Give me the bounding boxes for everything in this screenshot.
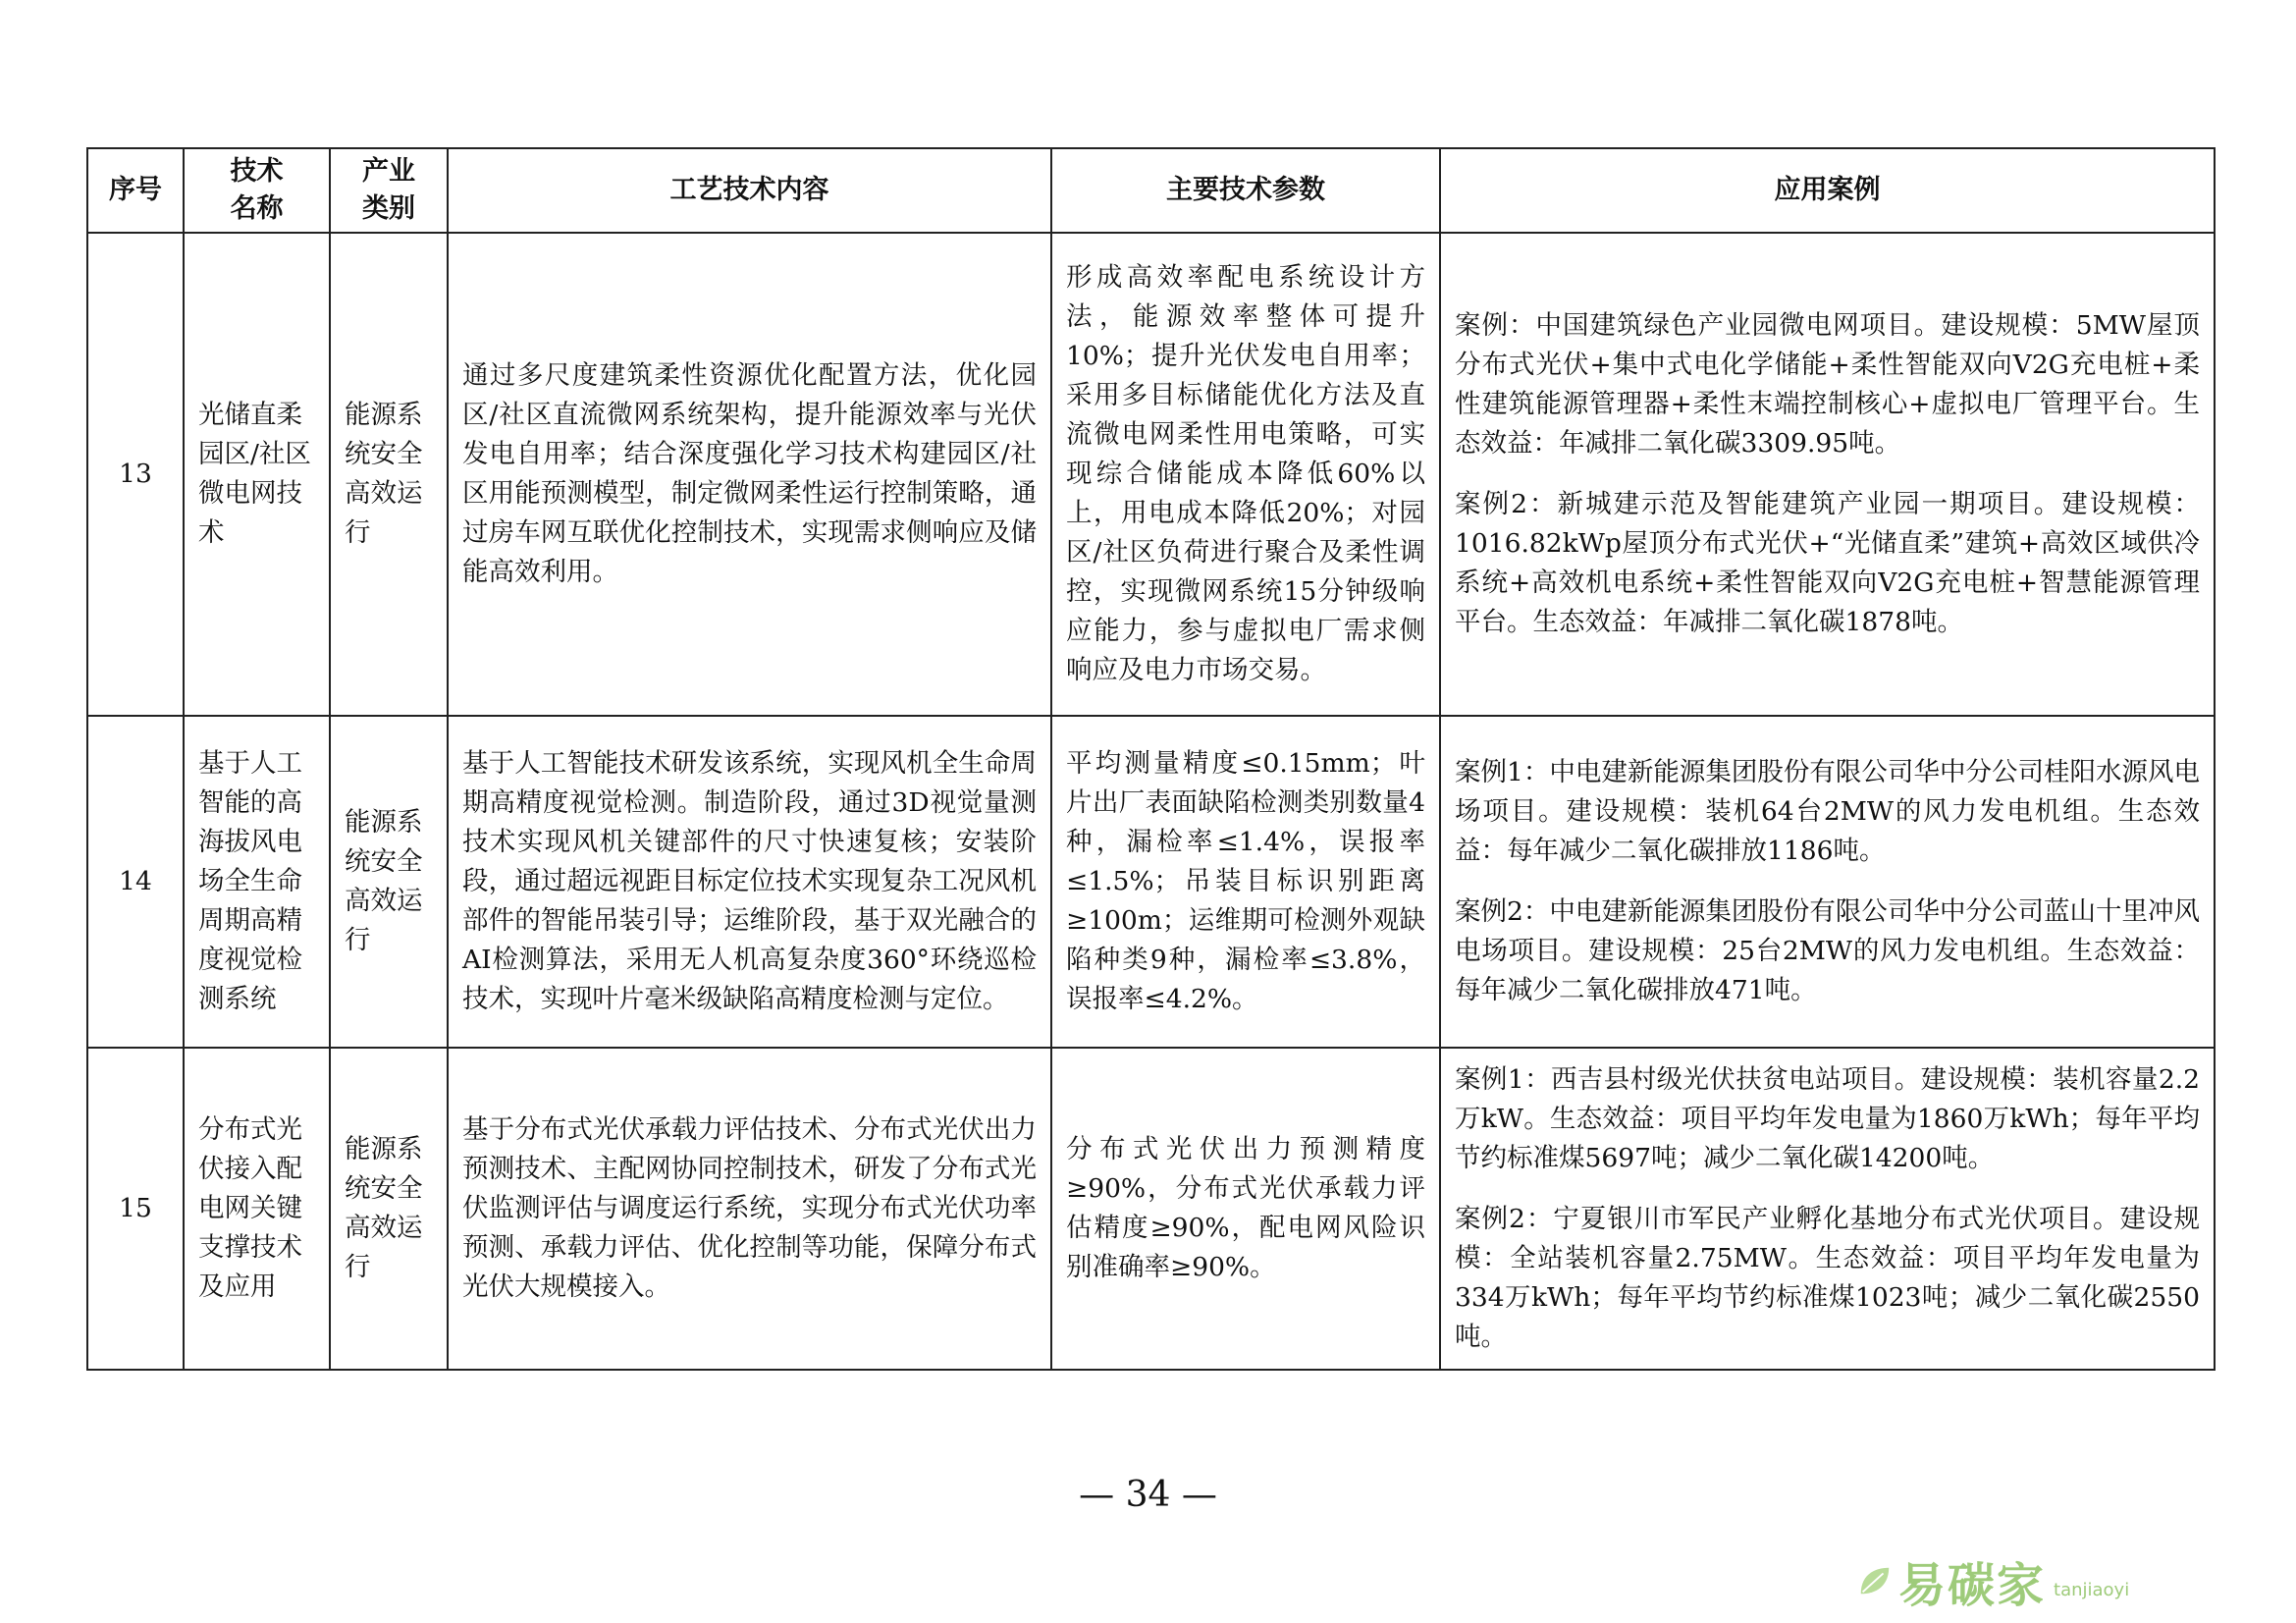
header-main-parameters: 主要技术参数 [1051, 148, 1440, 233]
industry-category: 能源系统安全高效运行 [330, 1048, 448, 1370]
process-content: 基于人工智能技术研发该系统，实现风机全生命周期高精度视觉检测。制造阶段，通过3D视觉量测技术实现风机关键部件的尺寸快速复核；安装阶段，通过超远视距目标定位技术实现复杂工况风机部件的智能吊装引导；运维阶段，基于双光融合的AI检测算法，采用无人机高复杂度360°环绕巡检技术，实现叶片毫米级缺陷高精度检测与定位。 [448, 716, 1051, 1048]
industry-category: 能源系统安全高效运行 [330, 233, 448, 716]
page-number: — 34 — [1079, 1475, 1217, 1515]
tech-name: 基于人工智能的高海拔风电场全生命周期高精度视觉检测系统 [184, 716, 330, 1048]
watermark [1855, 1551, 2287, 1613]
application-cases [1440, 233, 2215, 716]
table-row [87, 1048, 2215, 1370]
header-industry-category: 产业 类别 [330, 148, 448, 233]
process-content: 基于分布式光伏承载力评估技术、分布式光伏出力预测技术、主配网协同控制技术，研发了分布式光伏监测评估与调度运行系统，实现分布式光伏功率预测、承载力评估、优化控制等功能，保障分布式光伏大规模接入。 [448, 1048, 1051, 1370]
application-cases [1440, 1048, 2215, 1370]
case-item: 案例2：新城建示范及智能建筑产业园一期项目。建设规模：1016.82kWp屋顶分布式光伏+“光储直柔”建筑+高效区域供冷系统+高效机电系统+柔性智能双向V2G充电桩+智慧能源管理平台。生态效益：年减排二氧化碳1878吨。 [1455, 489, 2200, 637]
header-application-cases: 应用案例 [1440, 148, 2215, 233]
technology-table [86, 147, 2216, 1371]
main-parameters: 分布式光伏出力预测精度≥90%，分布式光伏承载力评估精度≥90%，配电网风险识别准确率≥90%。 [1051, 1048, 1440, 1370]
tech-name: 光储直柔园区/社区微电网技术 [184, 233, 330, 716]
industry-category: 能源系统安全高效运行 [330, 716, 448, 1048]
watermark-text: 易碳家 [1898, 1557, 2047, 1613]
tech-name: 分布式光伏接入配电网关键支撑技术及应用 [184, 1048, 330, 1370]
table-row [87, 233, 2215, 716]
case-item: 案例2：中电建新能源集团股份有限公司华中分公司蓝山十里冲风电场项目。建设规模：25台2MW的风力发电机组。生态效益：每年减少二氧化碳排放471吨。 [1455, 896, 2200, 1005]
application-cases [1440, 716, 2215, 1048]
main-parameters: 形成高效率配电系统设计方法，能源效率整体可提升10%；提升光伏发电自用率；采用多目标储能优化方法及直流微电网柔性用电策略，可实现综合储能成本降低60%以上，用电成本降低20%；对园区/社区负荷进行聚合及柔性调控，实现微网系统15分钟级响应能力，参与虚拟电厂需求侧响应及电力市场交易。 [1051, 233, 1440, 716]
case-item: 案例2：宁夏银川市军民产业孵化基地分布式光伏项目。建设规模：全站装机容量2.75MW。生态效益：项目平均年发电量为334万kWh；每年平均节约标准煤1023吨；减少二氧化碳2550吨。 [1455, 1204, 2200, 1352]
case-item: 案例：中国建筑绿色产业园微电网项目。建设规模：5MW屋顶分布式光伏+集中式电化学储能+柔性智能双向V2G充电桩+柔性建筑能源管理器+柔性末端控制核心+虚拟电厂管理平台。生态效益：年减排二氧化碳3309.95吨。 [1455, 310, 2200, 459]
row-number: 13 [87, 233, 184, 716]
leaf-icon [1855, 1562, 1893, 1599]
header-process-content: 工艺技术内容 [448, 148, 1051, 233]
case-item: 案例1：中电建新能源集团股份有限公司华中分公司桂阳水源风电场项目。建设规模：装机64台2MW的风力发电机组。生态效益：每年减少二氧化碳排放1186吨。 [1455, 757, 2200, 866]
row-number: 14 [87, 716, 184, 1048]
case-item: 案例1：西吉县村级光伏扶贫电站项目。建设规模：装机容量2.2万kW。生态效益：项目平均年发电量为1860万kWh；每年平均节约标准煤5697吨；减少二氧化碳14200吨。 [1455, 1064, 2200, 1173]
process-content: 通过多尺度建筑柔性资源优化配置方法，优化园区/社区直流微网系统架构，提升能源效率与光伏发电自用率；结合深度强化学习技术构建园区/社区用能预测模型，制定微网柔性运行控制策略，通过房车网互联优化控制技术，实现需求侧响应及储能高效利用。 [448, 233, 1051, 716]
header-number: 序号 [87, 148, 184, 233]
table-row [87, 716, 2215, 1048]
watermark-subtext: tanjiaoyi [2054, 1579, 2130, 1600]
table-header-row [87, 148, 2215, 233]
main-parameters: 平均测量精度≤0.15mm；叶片出厂表面缺陷检测类别数量4种，漏检率≤1.4%，误报率≤1.5%；吊装目标识别距离≥100m；运维期可检测外观缺陷种类9种，漏检率≤3.8%，误报率≤4.2%。 [1051, 716, 1440, 1048]
row-number: 15 [87, 1048, 184, 1370]
header-tech-name: 技术 名称 [184, 148, 330, 233]
